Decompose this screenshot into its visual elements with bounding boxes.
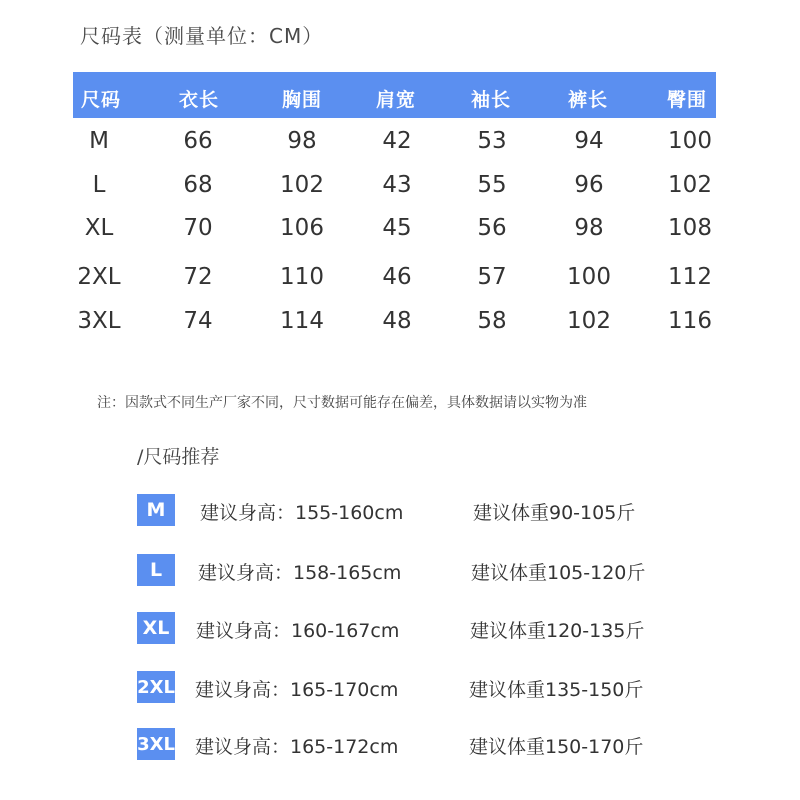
size-table (73, 72, 716, 118)
cell-size: M (89, 128, 109, 154)
cell-size: L (92, 172, 106, 198)
recommended-weight: 建议体重120-135斤 (470, 620, 645, 642)
recommended-weight: 建议体重135-150斤 (469, 679, 644, 701)
recommended-weight: 建议体重150-170斤 (469, 736, 644, 758)
header-length: 衣长 (179, 89, 220, 111)
cell-chest: 114 (280, 308, 324, 334)
header-pants: 裤长 (568, 89, 609, 111)
header-size: 尺码 (81, 89, 122, 111)
size-badge: 2XL (137, 671, 175, 703)
cell-sleeve: 56 (477, 215, 507, 241)
cell-length: 66 (183, 128, 213, 154)
cell-pants: 94 (574, 128, 604, 154)
header-shoulder: 肩宽 (376, 89, 417, 111)
cell-hip: 112 (668, 264, 712, 290)
header-chest: 胸围 (282, 89, 323, 111)
size-badge: L (137, 554, 175, 586)
recommended-weight: 建议体重90-105斤 (473, 502, 636, 524)
cell-length: 74 (183, 308, 213, 334)
cell-sleeve: 53 (477, 128, 507, 154)
cell-sleeve: 55 (477, 172, 507, 198)
cell-size: XL (84, 215, 114, 241)
cell-length: 70 (183, 215, 213, 241)
cell-sleeve: 58 (477, 308, 507, 334)
recommended-height: 建议身高：165-170cm (195, 679, 399, 701)
cell-pants: 98 (574, 215, 604, 241)
header-hip: 臀围 (667, 89, 708, 111)
recommended-height: 建议身高：165-172cm (195, 736, 399, 758)
cell-length: 68 (183, 172, 213, 198)
recommended-height: 建议身高：160-167cm (196, 620, 400, 642)
cell-shoulder: 48 (382, 308, 412, 334)
cell-hip: 108 (668, 215, 712, 241)
recommended-height: 建议身高：158-165cm (198, 562, 402, 584)
cell-pants: 100 (567, 264, 611, 290)
cell-shoulder: 46 (382, 264, 412, 290)
cell-size: 2XL (77, 264, 121, 290)
cell-shoulder: 42 (382, 128, 412, 154)
size-badge: 3XL (137, 728, 175, 760)
recommend-title: /尺码推荐 (137, 446, 220, 468)
cell-hip: 116 (668, 308, 712, 334)
cell-sleeve: 57 (477, 264, 507, 290)
cell-hip: 102 (668, 172, 712, 198)
table-header (73, 72, 716, 118)
cell-length: 72 (183, 264, 213, 290)
cell-pants: 96 (574, 172, 604, 198)
recommended-height: 建议身高：155-160cm (200, 502, 404, 524)
cell-chest: 102 (280, 172, 324, 198)
size-badge: M (137, 494, 175, 526)
recommended-weight: 建议体重105-120斤 (471, 562, 646, 584)
size-badge: XL (137, 612, 175, 644)
header-sleeve: 袖长 (471, 89, 512, 111)
page-title: 尺码表（测量单位：CM） (80, 24, 324, 48)
cell-shoulder: 43 (382, 172, 412, 198)
cell-shoulder: 45 (382, 215, 412, 241)
cell-chest: 110 (280, 264, 324, 290)
cell-hip: 100 (668, 128, 712, 154)
cell-chest: 98 (287, 128, 317, 154)
cell-size: 3XL (77, 308, 121, 334)
cell-chest: 106 (280, 215, 324, 241)
disclaimer-note: 注：因款式不同生产厂家不同，尺寸数据可能存在偏差，具体数据请以实物为准 (97, 395, 587, 411)
cell-pants: 102 (567, 308, 611, 334)
